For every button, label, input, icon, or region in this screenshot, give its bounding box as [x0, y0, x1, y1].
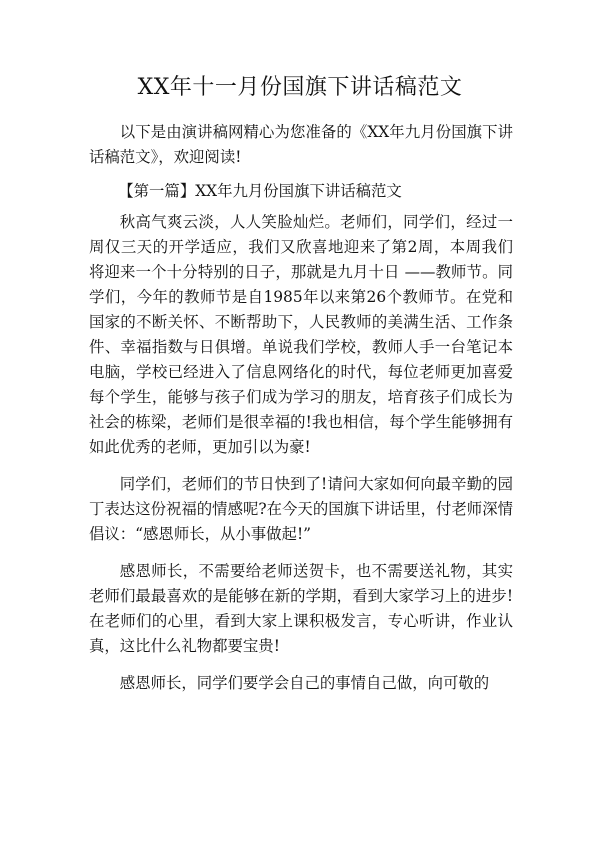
body-paragraph: 感恩师长，同学们要学会自己的事情自己做，向可敬的 — [119, 674, 490, 692]
body-paragraph: 感恩师长，不需要给老师送贺卡，也不需要送礼物，其实老师们最最喜欢的是能够在新的学期，看到大家学习上的进步!在老师们的心里，看到大家上课积极发言，专心听讲，作业认真，这比什么礼物都要宝贵! — [89, 562, 513, 655]
section-heading: 【第一篇】XX年九月份国旗下讲话稿范文 — [118, 182, 402, 200]
document-title: XX年十一月份国旗下讲话稿范文 — [137, 75, 463, 100]
document-body — [89, 120, 513, 701]
intro-paragraph: 以下是由演讲稿网精心为您准备的《XX年九月份国旗下讲话稿范文》，欢迎阅读! — [89, 123, 513, 166]
body-paragraph: 秋高气爽云淡，人人笑脸灿烂。老师们，同学们，经过一周仅三天的开学适应，我们又欣喜地迎来了第2周，本周我们将迎来一个十分特别的日子，那就是九月十日 ——教师节。同学们，今年的教师节是自1985年以来第26个教师节。在党和国家的不断关怀、不断帮助下，人民教师的美满生活、工作条件、幸福指数与日俱增。单说我们学校，教师人手一台笔记本电脑，学校已经进入了信息网络化的时代，每位老师更加喜爱每个学生，能够与孩子们成为学习的朋友，培育孩子们成长为社会的栋梁，老师们是很幸福的!我也相信，每个学生能够拥有如此优秀的老师，更加引以为豪! — [89, 213, 513, 456]
body-paragraph: 同学们，老师们的节日快到了!请问大家如何向最辛勤的园丁表达这份祝福的情感呢?在今天的国旗下讲话里，付老师深情倡议：“感恩师长，从小事做起!” — [89, 475, 513, 543]
